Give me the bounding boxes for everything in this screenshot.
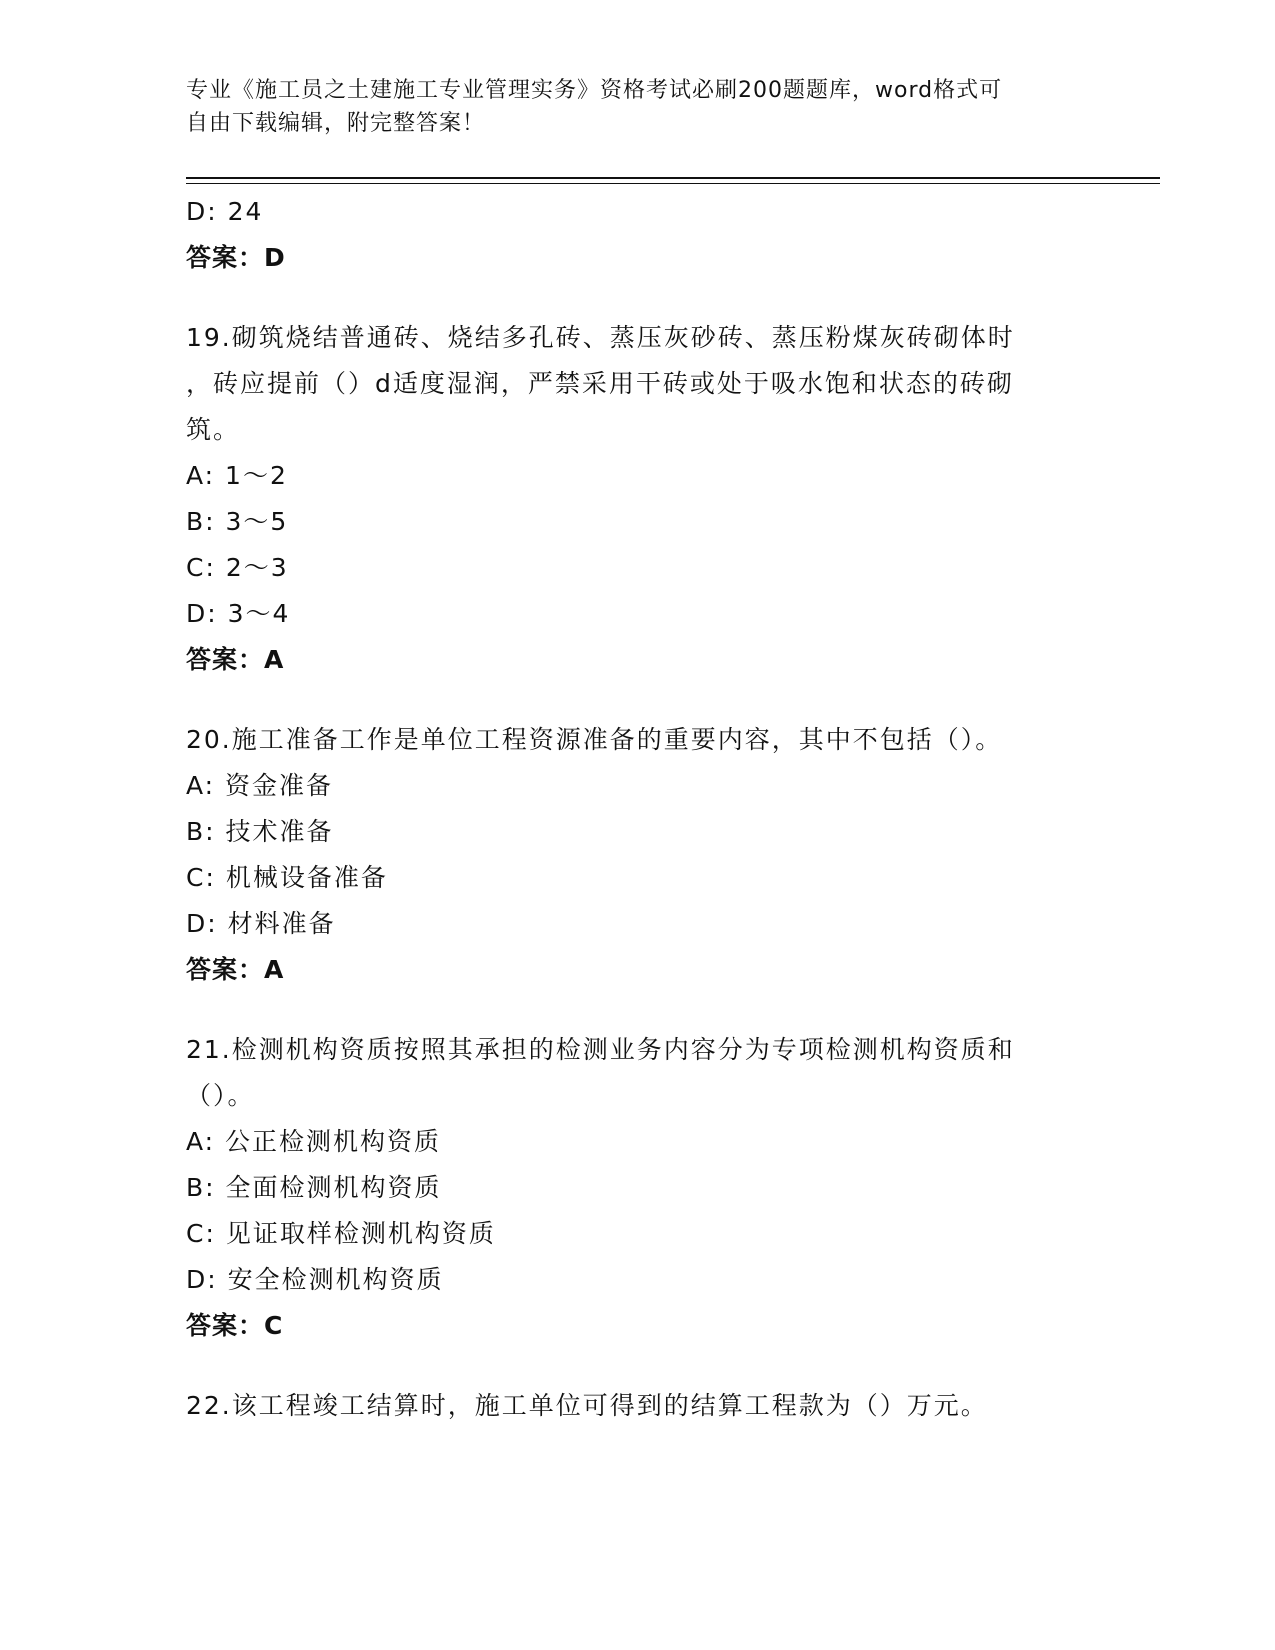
option-d: D: 24 xyxy=(186,197,264,226)
question-block-21 xyxy=(186,1027,1086,1349)
option-b: B: 技术准备 xyxy=(186,817,334,846)
option-d: D: 材料准备 xyxy=(186,909,336,938)
question-block-22 xyxy=(186,1383,1086,1429)
option-a: A: 1～2 xyxy=(186,461,288,490)
question-text: 21.检测机构资质按照其承担的检测业务内容分为专项检测机构资质和 xyxy=(186,1035,1015,1064)
answer-line: 答案：D xyxy=(186,243,286,272)
answer-line: 答案：C xyxy=(186,1311,284,1340)
option-a: A: 资金准备 xyxy=(186,771,334,800)
option-d: D: 安全检测机构资质 xyxy=(186,1265,444,1294)
header-line-2: 自由下载编辑，附完整答案！ xyxy=(186,111,486,136)
document-header xyxy=(186,74,1086,140)
option-c: C: 见证取样检测机构资质 xyxy=(186,1219,496,1248)
header-divider-thin xyxy=(186,183,1160,184)
header-line-1: 专业《施工员之土建施工专业管理实务》资格考试必刷200题题库，word格式可 xyxy=(186,78,1003,103)
question-content xyxy=(186,189,1086,1429)
question-text: 22.该工程竣工结算时，施工单位可得到的结算工程款为（）万元。 xyxy=(186,1391,988,1420)
question-text: ，砖应提前（）d适度湿润，严禁采用干砖或处于吸水饱和状态的砖砌 xyxy=(186,369,1014,398)
answer-line: 答案：A xyxy=(186,645,285,674)
option-b: B: 3～5 xyxy=(186,507,289,536)
option-d: D: 3～4 xyxy=(186,599,291,628)
question-text: （）。 xyxy=(186,1081,255,1110)
question-block-20 xyxy=(186,717,1086,993)
option-c: C: 2～3 xyxy=(186,553,289,582)
answer-line: 答案：A xyxy=(186,955,285,984)
option-b: B: 全面检测机构资质 xyxy=(186,1173,442,1202)
question-text: 19.砌筑烧结普通砖、烧结多孔砖、蒸压灰砂砖、蒸压粉煤灰砖砌体时 xyxy=(186,323,1015,352)
option-c: C: 机械设备准备 xyxy=(186,863,388,892)
header-divider-thick xyxy=(186,177,1160,179)
question-text: 20.施工准备工作是单位工程资源准备的重要内容，其中不包括（）。 xyxy=(186,725,1003,754)
option-a: A: 公正检测机构资质 xyxy=(186,1127,442,1156)
question-block-19 xyxy=(186,315,1086,683)
question-text: 筑。 xyxy=(186,415,241,444)
